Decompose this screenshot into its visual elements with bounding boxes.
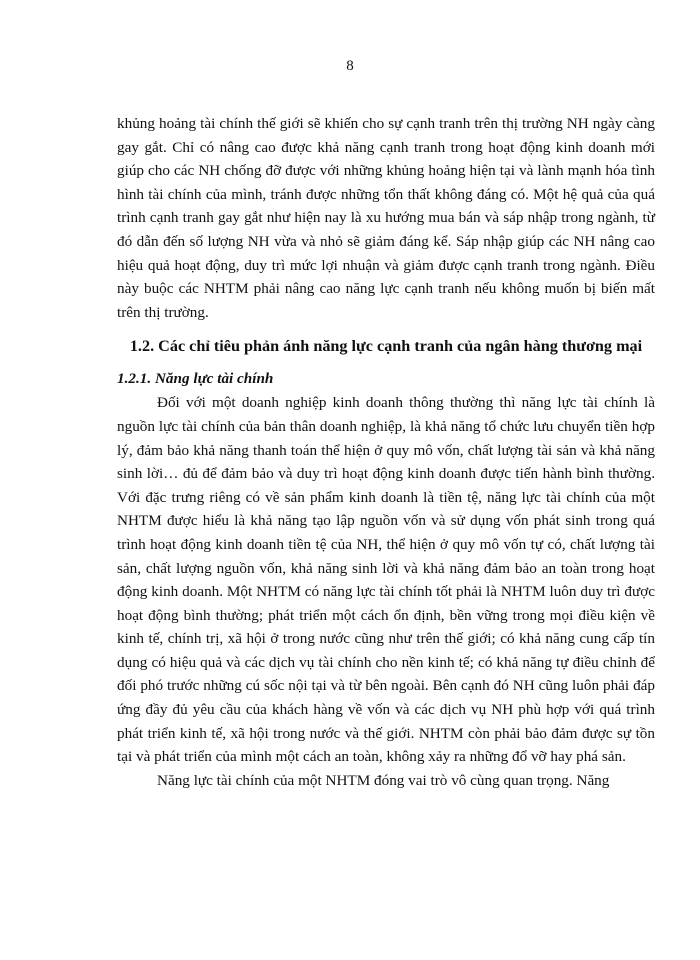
paragraph-intro: khủng hoảng tài chính thế giới sẽ khiến cho sự cạnh tranh trên thị trường NH ngày càng gay gắt. Chỉ có nâng cao được khả năng cạnh tranh trong hoạt động kinh doanh mới giúp cho các NH chống đỡ được với những khủng hoảng hiện tại và lành mạnh hóa tình hình tài chính của mình, tránh được những tổn thất không đáng có. Một hệ quả của quá trình cạnh tranh gay gắt như hiện nay là xu hướng mua bán và sáp nhập trong ngành, từ đó dẫn đến số lượng NH vừa và nhỏ sẽ giảm đáng kể. Sáp nhập giúp các NH nâng cao hiệu quả hoạt động, duy trì mức lợi nhuận và giảm được cạnh tranh trong ngành. Điều này buộc các NHTM phải nâng cao năng lực cạnh tranh nếu không muốn bị biến mất trên thị trường. [117,115,655,321]
document-body [117,112,655,792]
paragraph-continuation: Năng lực tài chính của một NHTM đóng vai trò vô cùng quan trọng. Năng [157,771,610,789]
section-heading: 1.2. Các chỉ tiêu phản ánh năng lực cạnh tranh của ngân hàng thương mại [129,337,643,356]
page-number: 8 [346,58,354,74]
subsection-heading: 1.2.1. Năng lực tài chính [117,370,274,388]
paragraph-financial-capacity: Đối với một doanh nghiệp kinh doanh thông thường thì năng lực tài chính là nguồn lực tài chính của bản thân doanh nghiệp, là khả năng tổ chức lưu chuyển tiền hợp lý, đảm bảo khả năng thanh toán thể hiện ở quy mô vốn, chất lượng tài sản và khả năng sinh lời… đủ để đảm bảo và duy trì hoạt động kinh doanh được tiến hành bình thường. Với đặc trưng riêng có về sản phẩm kinh doanh là tiền tệ, năng lực tài chính của một NHTM được hiểu là khả năng tạo lập nguồn vốn và sử dụng vốn phát sinh trong quá trình hoạt động kinh doanh tiền tệ của NH, thể hiện ở quy mô vốn tự có, chất lượng tài sản, chất lượng nguồn vốn, khả năng sinh lời và khả năng đảm bảo an toàn trong hoạt động kinh doanh. Một NHTM có năng lực tài chính tốt phải là NHTM luôn duy trì được hoạt động bình thường; phát triển một cách ổn định, bền vững trong mọi điều kiện về kinh tế, chính trị, xã hội ở trong nước cũng như trên thế giới; có khả năng cung cấp tín dụng có hiệu quả và các dịch vụ tài chính cho nền kinh tế; có khả năng tự điều chỉnh để đối phó trước những cú sốc nội tại và từ bên ngoài. Bên cạnh đó NH cũng luôn phải đáp ứng đầy đủ yêu cầu của khách hàng về vốn và các dịch vụ NH phù hợp với quá trình phát triển kinh tế, xã hội trong nước và thế giới. NHTM còn phải bảo đảm được sự tồn tại và phát triển của mình một cách an toàn, không xảy ra những đổ vỡ hay phá sản. [117,394,655,766]
